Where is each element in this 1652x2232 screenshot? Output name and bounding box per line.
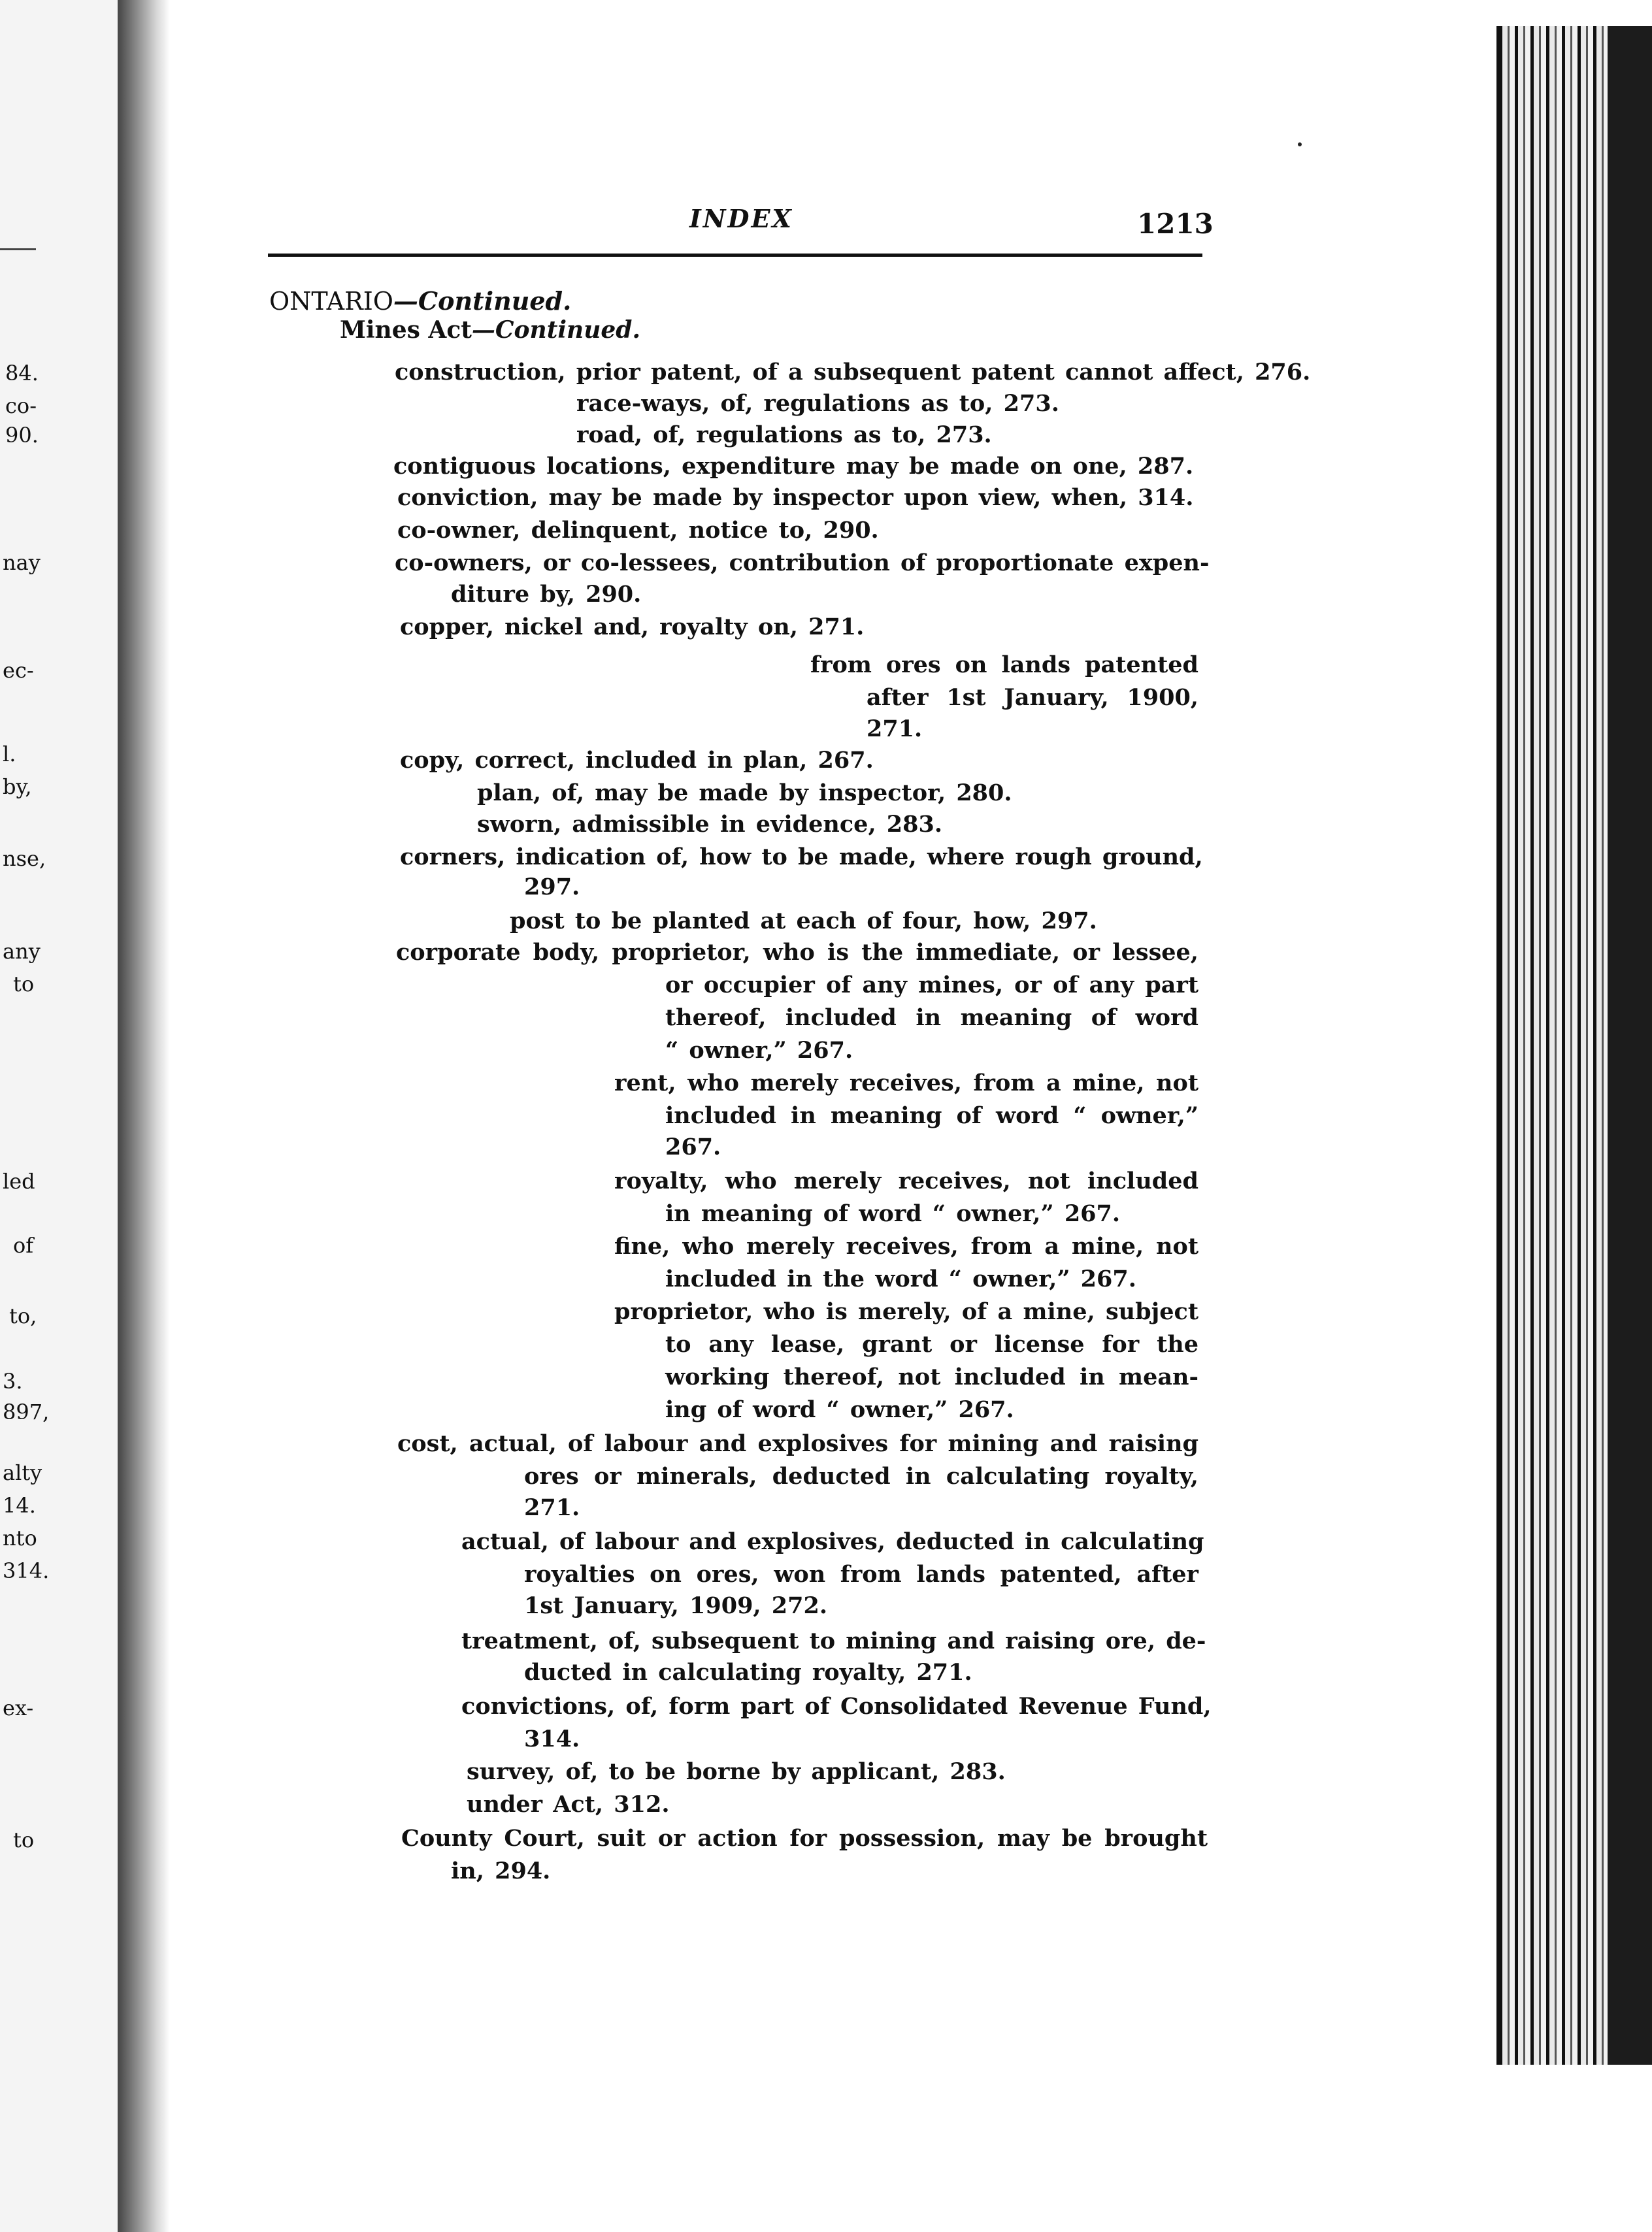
index-line: 271. bbox=[867, 715, 923, 742]
index-line: 297. bbox=[524, 874, 580, 900]
section-heading-text: ONTARIO bbox=[269, 287, 393, 316]
left-fragment: nay bbox=[3, 550, 41, 575]
index-line: included in meaning of word “ owner,” bbox=[665, 1102, 1198, 1129]
left-fragment: nse, bbox=[3, 846, 46, 871]
index-line: construction, prior patent, of a subsequent patent cannot affect, 276. bbox=[395, 359, 1311, 386]
index-line: post to be planted at each of four, how, 297. bbox=[510, 908, 1097, 934]
index-line: ducted in calculating royalty, 271. bbox=[524, 1659, 972, 1686]
left-fragment: l. bbox=[3, 742, 16, 766]
index-line: royalties on ores, won from lands patented, after bbox=[524, 1561, 1198, 1588]
index-line: proprietor, who is merely, of a mine, subject bbox=[614, 1298, 1198, 1325]
index-line: plan, of, may be made by inspector, 280. bbox=[477, 780, 1012, 806]
index-line: in, 294. bbox=[451, 1858, 551, 1884]
previous-page-rule bbox=[0, 248, 36, 250]
index-line: 271. bbox=[524, 1494, 580, 1521]
index-line: road, of, regulations as to, 273. bbox=[576, 421, 992, 448]
index-line: under Act, 312. bbox=[467, 1791, 670, 1818]
left-fragment: co- bbox=[5, 393, 37, 418]
index-line: co-owner, delinquent, notice to, 290. bbox=[397, 517, 879, 544]
index-line: from ores on lands patented bbox=[810, 651, 1198, 678]
index-line: included in the word “ owner,” 267. bbox=[665, 1266, 1136, 1292]
running-title: INDEX bbox=[689, 204, 793, 233]
index-line: sworn, admissible in evidence, 283. bbox=[477, 811, 943, 838]
left-fragment: ex- bbox=[3, 1696, 34, 1720]
subsection-heading bbox=[340, 316, 640, 344]
left-fragment: 897, bbox=[3, 1400, 50, 1424]
index-line: race-ways, of, regulations as to, 273. bbox=[576, 390, 1059, 417]
index-line: cost, actual, of labour and explosives for mining and raising bbox=[397, 1430, 1198, 1457]
index-line: diture by, 290. bbox=[451, 581, 642, 608]
index-line: copy, correct, included in plan, 267. bbox=[400, 747, 874, 774]
index-line: ores or minerals, deducted in calculating royalty, bbox=[524, 1463, 1198, 1490]
index-line: corporate body, proprietor, who is the immediate, or lessee, bbox=[396, 939, 1198, 966]
subsection-heading-text: Mines Act bbox=[340, 316, 472, 344]
index-line: contiguous locations, expenditure may be made on one, 287. bbox=[393, 453, 1194, 480]
left-fragment: 84. bbox=[5, 361, 39, 386]
index-line: 267. bbox=[665, 1134, 721, 1160]
left-fragment: 90. bbox=[5, 423, 39, 448]
index-line: fine, who merely receives, from a mine, not bbox=[614, 1233, 1198, 1260]
index-line: survey, of, to be borne by applicant, 283. bbox=[467, 1758, 1006, 1785]
page-number: 1213 bbox=[1137, 208, 1214, 240]
previous-page-strip bbox=[0, 0, 119, 2232]
section-heading bbox=[269, 286, 571, 316]
left-fragment: any bbox=[3, 939, 41, 964]
left-fragment: led bbox=[3, 1169, 35, 1194]
index-line: in meaning of word “ owner,” 267. bbox=[665, 1200, 1121, 1227]
left-fragment: to, bbox=[9, 1304, 37, 1328]
subsection-heading-suffix: —Continued. bbox=[471, 316, 640, 344]
left-fragment: of bbox=[13, 1233, 34, 1258]
header-rule bbox=[268, 254, 1202, 257]
left-fragment: alty bbox=[3, 1460, 42, 1485]
index-line: convictions, of, form part of Consolidated Revenue Fund, bbox=[461, 1693, 1212, 1720]
left-fragment: 14. bbox=[3, 1493, 36, 1518]
index-line: ing of word “ owner,” 267. bbox=[665, 1396, 1014, 1423]
left-fragment: 3. bbox=[3, 1369, 23, 1394]
book-edge-shadow bbox=[1608, 26, 1652, 2065]
left-fragment: nto bbox=[3, 1526, 37, 1551]
index-line: or occupier of any mines, or of any part bbox=[665, 972, 1198, 998]
index-line: 1st January, 1909, 272. bbox=[524, 1592, 828, 1619]
ink-speck bbox=[1298, 142, 1302, 146]
index-line: corners, indication of, how to be made, where rough ground, bbox=[400, 844, 1203, 870]
index-line: thereof, included in meaning of word bbox=[665, 1004, 1198, 1031]
left-fragment: ec- bbox=[3, 658, 34, 683]
index-line: actual, of labour and explosives, deducted in calculating bbox=[461, 1528, 1204, 1555]
index-line: conviction, may be made by inspector upon view, when, 314. bbox=[397, 484, 1194, 511]
index-line: royalty, who merely receives, not included bbox=[614, 1168, 1198, 1194]
section-heading-suffix: —Continued. bbox=[393, 286, 572, 316]
index-line: 314. bbox=[524, 1726, 580, 1752]
left-fragment: to bbox=[13, 1828, 35, 1852]
book-gutter-shadow bbox=[118, 0, 170, 2232]
index-line: after 1st January, 1900, bbox=[867, 684, 1198, 711]
left-fragment: 314. bbox=[3, 1558, 50, 1583]
index-line: working thereof, not included in mean- bbox=[665, 1364, 1198, 1390]
index-line: treatment, of, subsequent to mining and raising ore, de- bbox=[461, 1628, 1206, 1654]
left-fragment: to bbox=[13, 972, 35, 996]
index-line: copper, nickel and, royalty on, 271. bbox=[400, 614, 865, 640]
index-line: to any lease, grant or license for the bbox=[665, 1331, 1198, 1358]
left-fragment: by, bbox=[3, 774, 32, 799]
index-line: County Court, suit or action for possession, may be brought bbox=[401, 1825, 1208, 1852]
index-line: “ owner,” 267. bbox=[665, 1037, 853, 1064]
index-line: co-owners, or co-lessees, contribution of proportionate expen- bbox=[395, 550, 1210, 576]
index-line: rent, who merely receives, from a mine, not bbox=[614, 1070, 1198, 1096]
